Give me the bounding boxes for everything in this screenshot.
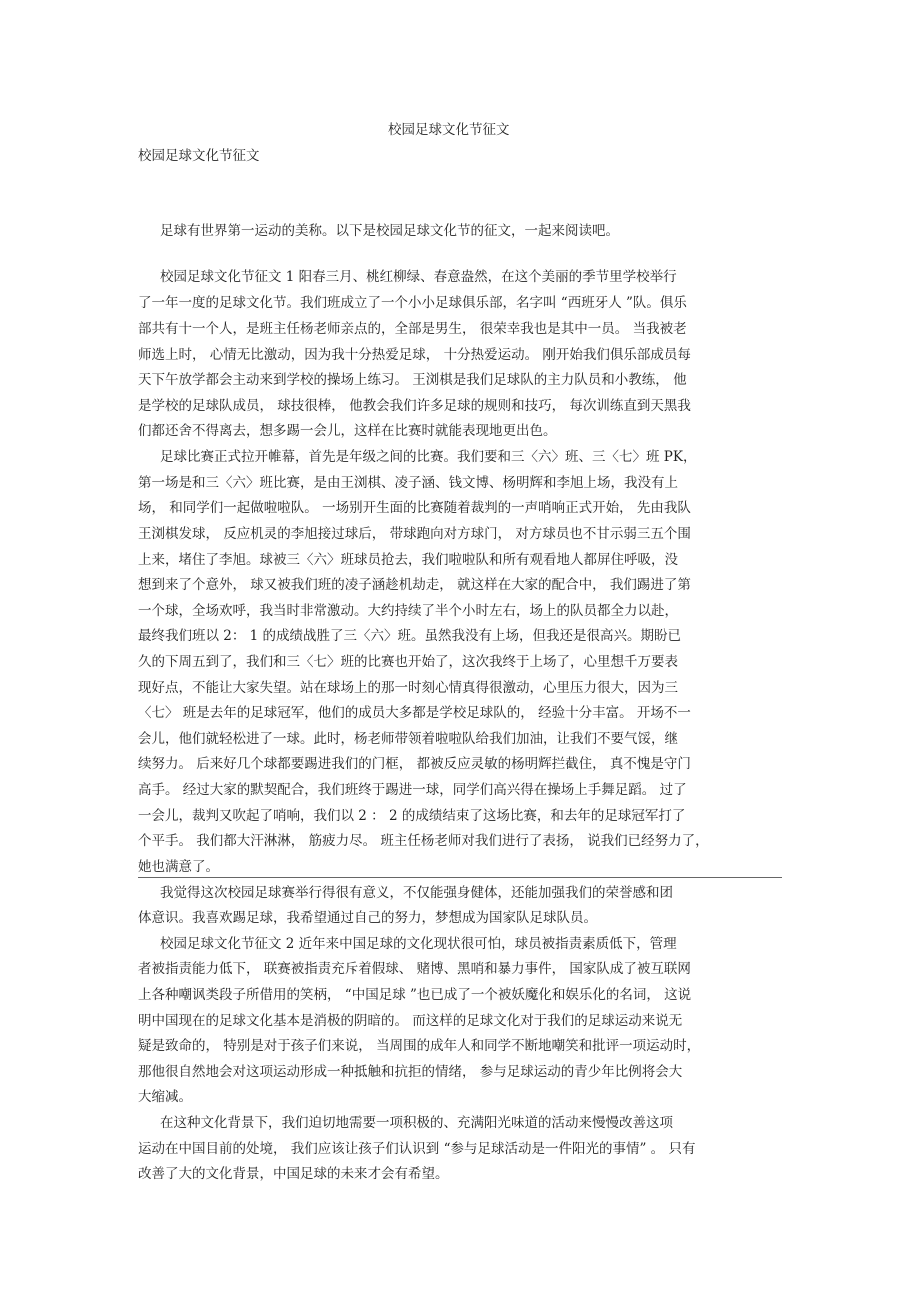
paragraph-line: 在这种文化背景下，我们迫切地需要一项积极的、充满阳光味道的活动来慢慢改善这项 <box>160 1115 673 1131</box>
paragraph-line: 久的下周五到了，我们和三〈七〉班的比赛也开始了，这次我终于上场了，心里想千万要表 <box>138 654 678 670</box>
paragraph-line: 她也满意了。 <box>138 859 219 875</box>
paragraph-line: 一会儿，裁判又吹起了哨响，我们以 2 ： 2 的成绩结束了这场比赛，和去年的足球冠军打了 <box>138 808 686 824</box>
paragraph-line: 王浏棋发球， 反应机灵的李旭接过球后， 带球跑向对方球门， 对方球员也不甘示弱三五个围 <box>138 526 691 542</box>
paragraph-line: 大缩减。 <box>138 1089 192 1105</box>
document-subtitle: 校园足球文化节征文 <box>138 148 260 164</box>
paragraph-line: 疑是致命的， 特别是对于孩子们来说， 当周围的成年人和同学不断地嘲笑和批评一项运动时， <box>138 1038 701 1054</box>
paragraph-line: 想到来了个意外， 球又被我们班的凌子涵趁机劫走， 就这样在大家的配合中， 我们踢进了第 <box>138 577 691 593</box>
document-title: 校园足球文化节征文 <box>388 122 510 138</box>
paragraph-line: 上来，堵住了李旭。球被三〈六〉班球员抢去，我们啦啦队和所有观看地人都屏住呼吸，没 <box>138 552 678 568</box>
paragraph-line: 个平手。 我们都大汗淋淋， 筋疲力尽。 班主任杨老师对我们进行了表扬， 说我们已经努力了， <box>138 833 709 849</box>
paragraph-line: 足球有世界第一运动的美称。以下是校园足球文化节的征文，一起来阅读吧。 <box>160 223 619 239</box>
paragraph-line: 者被指责能力低下， 联赛被指责充斥着假球、 赌博、黑哨和暴力事件， 国家队成了被互联网 <box>138 961 691 977</box>
paragraph-line: 天下午放学都会主动来到学校的操场上练习。 王浏棋是我们足球队的主力队员和小教练， 他 <box>138 372 687 388</box>
paragraph-line: 运动在中国目前的处境， 我们应该让孩子们认识到 “参与足球活动是一件阳光的事情” 。 只有 <box>138 1141 696 1157</box>
paragraph-line: 校园足球文化节征文 2 近年来中国足球的文化现状很可怕，球员被指责素质低下，管理 <box>160 936 677 952</box>
paragraph-line: 会儿，他们就轻松进了一球。此时，杨老师带领着啦啦队给我们加油，让我们不要气馁，继 <box>138 731 678 747</box>
paragraph-line: 我觉得这次校园足球赛举行得很有意义，不仅能强身健体，还能加强我们的荣誉感和团 <box>160 885 673 901</box>
paragraph-line: 足球比赛正式拉开帷幕，首先是年级之间的比赛。我们要和三〈六〉班、三〈七〉班 PK， <box>160 449 697 465</box>
paragraph-line: 现好点，不能让大家失望。站在球场上的那一时刻心情真得很激动，心里压力很大，因为三 <box>138 680 678 696</box>
paragraph-line: 部共有十一个人，是班主任杨老师亲点的，全部是男生， 很荣幸我也是其中一员。 当我被老 <box>138 321 687 337</box>
paragraph-line: 了一年一度的足球文化节。我们班成立了一个小小足球俱乐部，名字叫 “西班牙人 ”队。俱乐 <box>138 295 687 311</box>
paragraph-line: 校园足球文化节征文 1 阳春三月、桃红柳绿、春意盎然，在这个美丽的季节里学校举行 <box>160 269 677 285</box>
paragraph-line: 是学校的足球队成员， 球技很棒， 他教会我们许多足球的规则和技巧， 每次训练直到天黑我 <box>138 398 691 414</box>
paragraph-line: 场， 和同学们一起做啦啦队。 一场别开生面的比赛随着裁判的一声哨响正式开始， 先由我队 <box>138 500 691 516</box>
paragraph-line: 们都还舍不得离去，想多踢一会儿，这样在比赛时就能表现地更出色。 <box>138 423 557 439</box>
horizontal-divider <box>138 877 782 878</box>
paragraph-line: 第一场是和三〈六〉班比赛，是由王浏棋、凌子涵、钱文博、杨明辉和李旭上场，我没有上 <box>138 475 678 491</box>
paragraph-line: 高手。 经过大家的默契配合，我们班终于踢进一球，同学们高兴得在操场上手舞足蹈。 过了 <box>138 782 687 798</box>
paragraph-line: 那他很自然地会对这项运动形成一种抵触和抗拒的情绪， 参与足球运动的青少年比例将会大 <box>138 1064 683 1080</box>
paragraph-line: 改善了大的文化背景，中国足球的未来才会有希望。 <box>138 1166 449 1182</box>
paragraph-line: 〈七〉 班是去年的足球冠军，他们的成员大多都是学校足球队的， 经验十分丰富。 开场不一 <box>138 705 691 721</box>
paragraph-line: 续努力。 后来好几个球都要踢进我们的门框， 都被反应灵敏的杨明辉拦截住， 真不愧是守门 <box>138 756 691 772</box>
paragraph-line: 上各种嘲讽类段子所借用的笑柄， “中国足球 ”也已成了一个被妖魔化和娱乐化的名词， 这说 <box>138 987 692 1003</box>
paragraph-line: 最终我们班以 2： 1 的成绩战胜了三〈六〉班。虽然我没有上场，但我还是很高兴。期盼已 <box>138 628 682 644</box>
paragraph-line: 一个球，全场欢呼，我当时非常激动。大约持续了半个小时左右，场上的队员都全力以赴， <box>138 603 678 619</box>
paragraph-line: 师选上时， 心情无比激动，因为我十分热爱足球， 十分热爱运动。 刚开始我们俱乐部成员每 <box>138 347 691 363</box>
paragraph-line: 体意识。我喜欢踢足球，我希望通过自己的努力，梦想成为国家队足球队员。 <box>138 910 597 926</box>
paragraph-line: 明中国现在的足球文化基本是消极的阴暗的。 而这样的足球文化对于我们的足球运动来说无 <box>138 1013 683 1029</box>
